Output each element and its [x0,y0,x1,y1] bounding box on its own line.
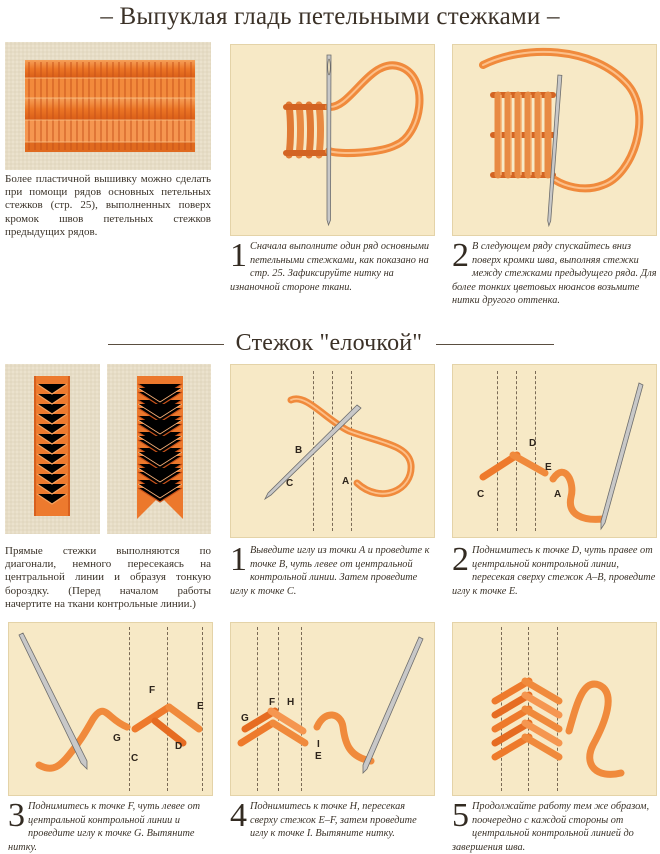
s2-step1-illustration [230,364,435,538]
step-number: 2 [452,237,469,274]
point-label-c: C [131,753,139,764]
point-label-f: F [269,697,276,708]
section2-intro: Прямые стежки выполняются по диагонали, немного пересекаясь на центральной линии и образуя тонкую бороздку. (Перед началом работы начертите на ткани контрольные линии.) [5,545,211,610]
step-text: Продолжайте работу тем же образом, поочередно с каждой стороны от центральной контрольной линией до завершения шва. [452,801,650,853]
step-number: 3 [8,797,25,834]
title-rule-left [108,344,224,345]
stitched-rows [493,95,553,175]
step-text: Выведите иглу из точки A и проведите к точке B, чуть левее от центральной контрольной линии. Затем проведите иглу к точке C. [230,545,430,597]
point-label-i: I [317,739,320,750]
point-label-a: A [342,476,350,487]
raised-buttonhole-sample-photo [5,42,211,170]
step-text: Поднимитесь к точке D, чуть правее от центральной контрольной линии, пересекая сверху стежок A–B, проведите иглу к точке E. [452,545,656,597]
herringbone-sample-photo-2 [107,364,211,534]
step-number: 1 [230,541,247,578]
step-number: 5 [452,797,469,834]
point-label-e: E [545,462,552,473]
point-label-e: E [197,701,204,712]
working-thread [329,65,420,153]
step-text: Поднимитесь к точке F, чуть левее от центральной контрольной линии и проведите иглу к точке G. Вытяните нитку. [8,801,201,853]
s2-step3-illustration [8,622,213,796]
point-label-f: F [149,685,156,696]
s1-step1-illustration [230,44,435,236]
step-number: 4 [230,797,247,834]
s2-step4-illustration [230,622,435,796]
step-number: 1 [230,237,247,274]
point-label-g: G [241,713,249,724]
working-thread [317,715,371,761]
raised-buttonhole-sample-image [5,42,211,170]
fabric-edge-stitches [286,105,329,155]
point-label-a: A [554,489,562,500]
s2-step2-caption [452,541,657,598]
section2-title: Стежок "елочкой" [235,330,423,356]
point-label-c: C [286,478,294,489]
s2-step3-caption [8,797,213,854]
point-label-e: E [315,751,322,762]
step-text: В следующем ряду спускайтесь вниз поверх кромки шва, выполняя стежки между стежками предыдущего ряда. Для более тонких цветовых нюансов возьмите нитки другого оттенка. [452,241,657,307]
point-label-h: H [287,697,295,708]
s1-step2-illustration [452,44,657,236]
title-rule-right [436,344,554,345]
needle-icon [363,637,423,773]
point-label-d: D [175,741,183,752]
needle-icon [19,633,87,769]
point-label-b: B [295,445,303,456]
step-text: Поднимитесь к точке H, пересекая сверху стежок E–F, затем проведите иглу к точке I. Вытяните нитку. [250,801,417,840]
s2-step5-illustration [452,622,657,796]
point-label-d: D [529,438,537,449]
section1-title: – Выпуклая гладь петельными стежками – [100,3,560,30]
s1-step2-caption [452,237,657,308]
point-label-g: G [113,733,121,744]
s2-step2-illustration [452,364,657,538]
herringbone-sample-photo-1 [5,364,100,534]
needle-icon [601,383,643,529]
step-text: Сначала выполните один ряд основными петельными стежками, как показано на стр. 25. Зафиксируйте нитку на изнаночной стороне ткани. [230,241,430,293]
needle-icon [327,55,331,225]
section1-intro: Более пластичной вышивку можно сделать при помощи рядов основных петельных стежков (стр. 25), выполненных поверх кромок швов петельных стежков предыдущих рядов. [5,173,211,238]
s2-step1-caption [230,541,435,598]
s1-step1-caption [230,237,435,294]
s2-step5-caption [452,797,657,854]
s2-step4-caption [230,797,435,841]
step-number: 2 [452,541,469,578]
point-label-c: C [477,489,485,500]
working-thread [569,684,621,774]
